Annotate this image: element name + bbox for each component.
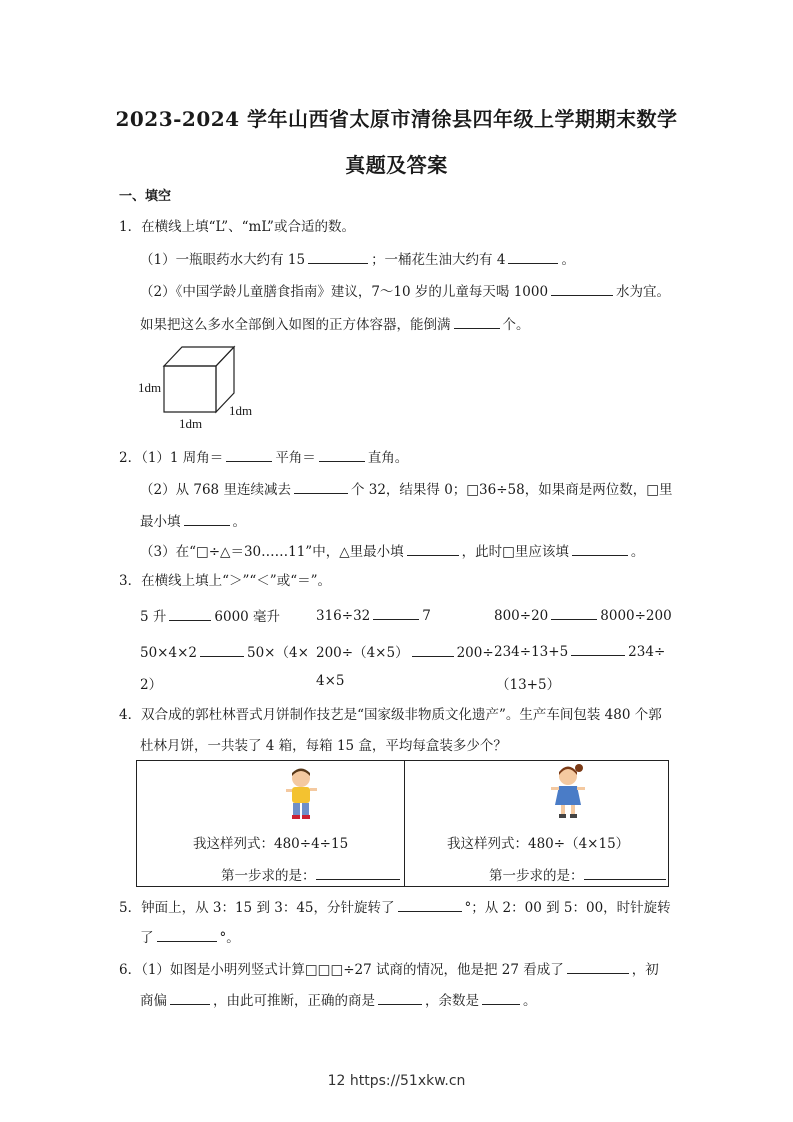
q2-p3-text-b: 。 <box>232 514 246 530</box>
q3-item-1 <box>140 605 280 625</box>
q3-item-6-left: 234÷13+5 <box>494 644 569 660</box>
q1-part2 <box>140 281 670 301</box>
answer-blank[interactable] <box>407 541 459 556</box>
answer-blank[interactable] <box>412 642 454 657</box>
answer-blank[interactable] <box>226 447 272 462</box>
answer-blank[interactable] <box>184 511 230 526</box>
answer-blank[interactable] <box>170 990 210 1005</box>
q5-text-d: °。 <box>219 930 240 946</box>
q1-part3 <box>140 314 530 334</box>
q2-p1-text-b: 平角＝ <box>275 450 316 466</box>
q6-line-2 <box>140 990 537 1010</box>
q5-text-a: 5．钟面上，从 3：15 到 3：45，分针旋转了 <box>119 900 395 916</box>
answer-blank[interactable] <box>169 606 211 621</box>
answer-blank[interactable] <box>584 865 666 880</box>
q6-text-a: 6．（1）如图是小明列竖式计算□□□÷27 试商的情况，他是把 27 看成了 <box>119 962 564 978</box>
girl-formula: 我这样列式：480÷（4×15） <box>447 836 630 852</box>
boy-icon <box>281 766 321 822</box>
answer-blank[interactable] <box>157 927 217 942</box>
q1-p3-text-a: 如果把这么多水全部倒入如图的正方体容器，能倒满 <box>140 317 451 333</box>
q3-item-3-left: 800÷20 <box>494 608 549 624</box>
q6-line-1 <box>119 959 659 979</box>
q3-item-6-right: 234÷ <box>628 644 666 660</box>
q3-item-4-cont: 2） <box>140 677 163 693</box>
q3-item-3-right: 8000÷200 <box>600 608 672 624</box>
q1-p1-text-c: 。 <box>561 252 575 268</box>
q3-item-4 <box>140 641 309 661</box>
cube-edge-label-right: 1dm <box>229 403 253 418</box>
answer-blank[interactable] <box>316 865 400 880</box>
q3-item-5-cont: 4×5 <box>316 673 345 689</box>
q3-item-3 <box>494 605 672 624</box>
answer-blank[interactable] <box>294 479 348 494</box>
q3-item-2 <box>316 605 431 624</box>
q2-p1-text-a: 2．（1）1 周角＝ <box>119 450 224 466</box>
q3-item-4-left: 50×4×2 <box>140 645 197 661</box>
answer-blank[interactable] <box>200 642 244 657</box>
answer-blank[interactable] <box>373 605 419 620</box>
q2-p2-text-b: 个 32，结果得 0；□36÷58，如果商是两位数，□里 <box>350 482 673 498</box>
q2-p4-text-a: （3）在“□÷△＝30……11”中，△里最小填 <box>140 544 404 560</box>
q3-item-1-left: 5 升 <box>140 609 167 625</box>
q4-answer-table <box>136 760 669 887</box>
cube-top-face <box>164 347 234 366</box>
girl-step-label: 第一步求的是： <box>489 868 584 884</box>
q2-p4-text-b: ，此时□里应该填 <box>461 544 569 560</box>
q3-item-5-left: 200÷（4×5） <box>316 645 409 661</box>
q2-p4-text-c: 。 <box>630 544 645 560</box>
table-divider <box>404 761 405 886</box>
q3-item-5 <box>316 641 494 661</box>
cube-edge-label-left: 1dm <box>138 380 162 395</box>
answer-blank[interactable] <box>551 281 613 296</box>
q1-stem: 1．在横线上填“L”、“mL”或合适的数。 <box>119 219 355 235</box>
q3-item-2-right: 7 <box>422 608 431 624</box>
answer-blank[interactable] <box>378 990 422 1005</box>
q2-p2-text-a: （2）从 768 里连续减去 <box>140 482 291 498</box>
section-heading: 一、填空 <box>119 189 172 204</box>
q2-part1 <box>119 447 408 467</box>
q3-item-2-left: 316÷32 <box>316 608 371 624</box>
answer-blank[interactable] <box>571 641 625 656</box>
title-line-1: 2023-2024 学年山西省太原市清徐县四年级上学期期末数学 <box>115 107 678 131</box>
answer-blank[interactable] <box>567 959 629 974</box>
title-line-2: 真题及答案 <box>345 153 448 177</box>
q1-p1-text-b: ；一桶花生油大约有 4 <box>371 252 506 268</box>
answer-blank[interactable] <box>319 447 365 462</box>
answer-blank[interactable] <box>482 990 520 1005</box>
answer-blank[interactable] <box>454 314 500 329</box>
cube-figure <box>160 344 240 416</box>
q6-text-f: 。 <box>523 993 537 1009</box>
q1-part1 <box>140 249 575 269</box>
q5-line-2 <box>140 927 240 947</box>
q1-p1-text-a: （1）一瓶眼药水大约有 15 <box>140 252 306 268</box>
q2-part2 <box>140 479 672 499</box>
q5-line-1 <box>119 897 671 917</box>
girl-icon <box>546 763 590 821</box>
q4-stem-1: 4．双合成的郭杜林晋式月饼制作技艺是“国家级非物质文化遗产”。生产车间包装 480 个郭 <box>119 707 662 723</box>
q2-p3-text-a: 最小填 <box>140 514 181 530</box>
q6-text-b: ，初 <box>631 962 659 978</box>
q2-part2-cont <box>140 511 246 531</box>
q3-item-5-right: 200÷ <box>456 645 494 661</box>
page-footer: 12 https://51xkw.cn <box>327 1073 466 1089</box>
boy-formula: 我这样列式：480÷4÷15 <box>193 836 349 852</box>
q1-p2-text-a: （2）《中国学龄儿童膳食指南》建议，7～10 岁的儿童每天喝 1000 <box>140 284 549 300</box>
q3-stem: 3．在横线上填上“＞”“＜”或“＝”。 <box>119 573 331 589</box>
boy-step-label: 第一步求的是： <box>221 868 316 884</box>
q1-p2-text-b: 水为宜。 <box>616 284 671 300</box>
cube-front-face <box>164 366 216 412</box>
q1-p3-text-b: 个。 <box>502 317 530 333</box>
answer-blank[interactable] <box>398 897 462 912</box>
q3-item-4-right: 50×（4× <box>246 645 309 661</box>
q3-item-6 <box>494 641 665 660</box>
q2-p1-text-c: 直角。 <box>367 450 409 466</box>
boy-step-line <box>221 864 400 884</box>
q6-text-c: 商偏 <box>140 993 167 1009</box>
girl-step-line <box>489 864 666 884</box>
cube-edge-label-bottom: 1dm <box>179 416 203 431</box>
answer-blank[interactable] <box>508 249 558 264</box>
q3-item-6-cont: （13+5） <box>496 677 561 693</box>
q4-stem-2: 杜林月饼，一共装了 4 箱，每箱 15 盒，平均每盒装多少个？ <box>140 738 507 754</box>
q5-text-b: °；从 2：00 到 5：00，时针旋转 <box>464 900 671 916</box>
q5-text-c: 了 <box>140 930 154 946</box>
q6-text-e: ，余数是 <box>425 993 479 1009</box>
q3-item-1-right: 6000 毫升 <box>214 609 281 625</box>
q6-text-d: ，由此可推断，正确的商是 <box>213 993 375 1009</box>
q2-part3 <box>140 541 644 561</box>
answer-blank[interactable] <box>308 249 368 264</box>
answer-blank[interactable] <box>551 605 597 620</box>
answer-blank[interactable] <box>572 541 628 556</box>
